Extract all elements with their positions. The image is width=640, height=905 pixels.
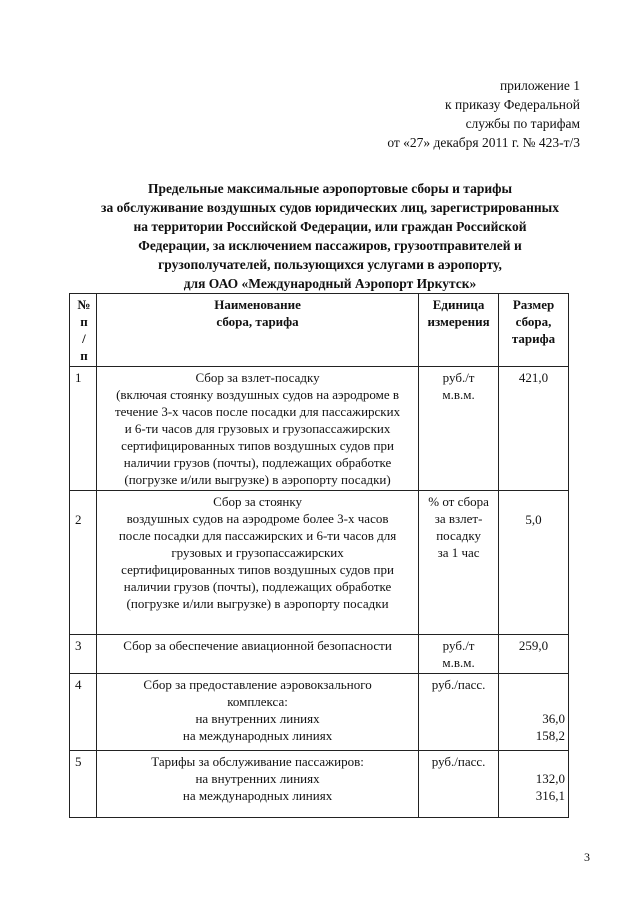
- row-size-value: 158,2: [535, 728, 565, 743]
- row-name-line: комплекса:: [227, 694, 288, 709]
- title-line: на территории Российской Федерации, или граждан Российской: [133, 219, 527, 234]
- row-name: [96, 635, 418, 674]
- header-num-line: п: [80, 314, 88, 329]
- row-name-line: Сбор за взлет-посадку: [195, 370, 320, 385]
- row-size-value: 36,0: [542, 711, 565, 726]
- row-unit-line: руб./пасс.: [431, 677, 486, 692]
- row-size-value: 132,0: [535, 771, 565, 786]
- title-line: Федерации, за исключением пассажиров, грузоотправителей и: [138, 238, 522, 253]
- table-row: [70, 751, 569, 818]
- table-row: [70, 674, 569, 751]
- row-num: 1: [70, 367, 97, 491]
- row-num: 2: [70, 491, 97, 635]
- header-num: [70, 294, 97, 367]
- header-size-line: Размер: [512, 297, 555, 312]
- row-name-line: (погрузке и/или выгрузке) в аэропорту посадки): [124, 472, 391, 487]
- row-name: [96, 491, 418, 635]
- row-size: [499, 491, 569, 635]
- title-line: грузополучателей, пользующихся услугами в аэропорту,: [158, 257, 502, 272]
- row-unit-line: руб./пасс.: [431, 754, 486, 769]
- row-unit-line: м.в.м.: [442, 387, 475, 402]
- header-unit: [419, 294, 499, 367]
- row-name-line: Сбор за стоянку: [213, 494, 303, 509]
- row-unit-line: руб./т: [442, 370, 475, 385]
- row-size-value: 316,1: [535, 788, 565, 803]
- row-name-line: (включая стоянку воздушных судов на аэродроме в: [116, 387, 399, 402]
- header-num-line: №: [77, 297, 91, 312]
- table-row: [70, 491, 569, 635]
- row-name-line: на внутренних линиях: [195, 711, 320, 726]
- row-name-line: наличии грузов (почты), подлежащих обработке: [123, 579, 392, 594]
- row-name-line: Тарифы за обслуживание пассажиров:: [151, 754, 364, 769]
- row-name-line: сертифицированных типов воздушных судов при: [121, 562, 394, 577]
- row-num: 5: [70, 751, 97, 818]
- row-unit: [419, 491, 499, 635]
- table-row: [70, 635, 569, 674]
- row-unit: [419, 751, 499, 818]
- appendix-line: к приказу Федеральной: [445, 97, 580, 112]
- row-name: [96, 751, 418, 818]
- header-num-line: /: [82, 331, 86, 346]
- row-size: [499, 674, 569, 751]
- row-num: 3: [70, 635, 97, 674]
- row-name-line: Сбор за предоставление аэровокзального: [143, 677, 372, 692]
- row-name-line: сертифицированных типов воздушных судов при: [121, 438, 394, 453]
- row-size-value: 5,0: [525, 512, 542, 527]
- appendix-line: от «27» декабря 2011 г. № 423-т/3: [387, 135, 580, 150]
- row-name-line: после посадки для пассажирских и 6-ти часов для: [118, 528, 397, 543]
- header-unit-line: измерения: [427, 314, 490, 329]
- appendix-line: приложение 1: [499, 78, 580, 93]
- title-line: для ОАО «Международный Аэропорт Иркутск»: [183, 276, 477, 291]
- row-size-value: 421,0: [518, 370, 549, 385]
- row-unit: [419, 367, 499, 491]
- row-unit: [419, 635, 499, 674]
- row-name-line: (погрузке и/или выгрузке) в аэропорту посадки: [126, 596, 389, 611]
- title-line: за обслуживание воздушных судов юридических лиц, зарегистрированных: [101, 200, 559, 215]
- row-unit: [419, 674, 499, 751]
- row-name-line: на международных линиях: [182, 788, 333, 803]
- row-name: [96, 674, 418, 751]
- row-unit-line: руб./т: [442, 638, 475, 653]
- row-unit-line: за взлет-: [434, 511, 483, 526]
- row-unit-line: за 1 час: [437, 545, 480, 560]
- header-name-line: Наименование: [214, 297, 301, 312]
- row-size: [499, 635, 569, 674]
- row-name-line: на международных линиях: [182, 728, 333, 743]
- document-title: [60, 179, 600, 293]
- row-num: 4: [70, 674, 97, 751]
- header-num-line: п: [80, 348, 88, 363]
- header-size-line: сбора,: [515, 314, 552, 329]
- row-name: [96, 367, 418, 491]
- appendix-line: службы по тарифам: [465, 116, 580, 131]
- row-name-line: Сбор за обеспечение авиационной безопасности: [123, 638, 392, 653]
- row-name-line: грузовых и грузопассажирских: [171, 545, 344, 560]
- title-line: Предельные максимальные аэропортовые сборы и тарифы: [147, 181, 512, 196]
- header-size: [499, 294, 569, 367]
- tariffs-table: [69, 293, 569, 818]
- row-name-line: воздушных судов на аэродроме более 3-х часов: [126, 511, 389, 526]
- row-name-line: и 6-ти часов для грузовых и грузопассажирских: [124, 421, 391, 436]
- row-size-value: 259,0: [518, 638, 549, 653]
- row-unit-line: м.в.м.: [442, 655, 475, 670]
- row-size: [499, 367, 569, 491]
- row-name-line: течение 3-х часов после посадки для пассажирских: [114, 404, 401, 419]
- row-unit-line: % от сбора: [428, 494, 489, 509]
- header-name-line: сбора, тарифа: [216, 314, 299, 329]
- header-size-line: тарифа: [511, 331, 556, 346]
- appendix-header: [387, 76, 580, 152]
- table-row: [70, 367, 569, 491]
- row-name-line: наличии грузов (почты), подлежащих обработке: [123, 455, 392, 470]
- header-name: [96, 294, 418, 367]
- page-number: 3: [584, 850, 590, 864]
- row-name-line: на внутренних линиях: [195, 771, 320, 786]
- table-header-row: [70, 294, 569, 367]
- row-unit-line: посадку: [436, 528, 481, 543]
- header-unit-line: Единица: [432, 297, 485, 312]
- row-size: [499, 751, 569, 818]
